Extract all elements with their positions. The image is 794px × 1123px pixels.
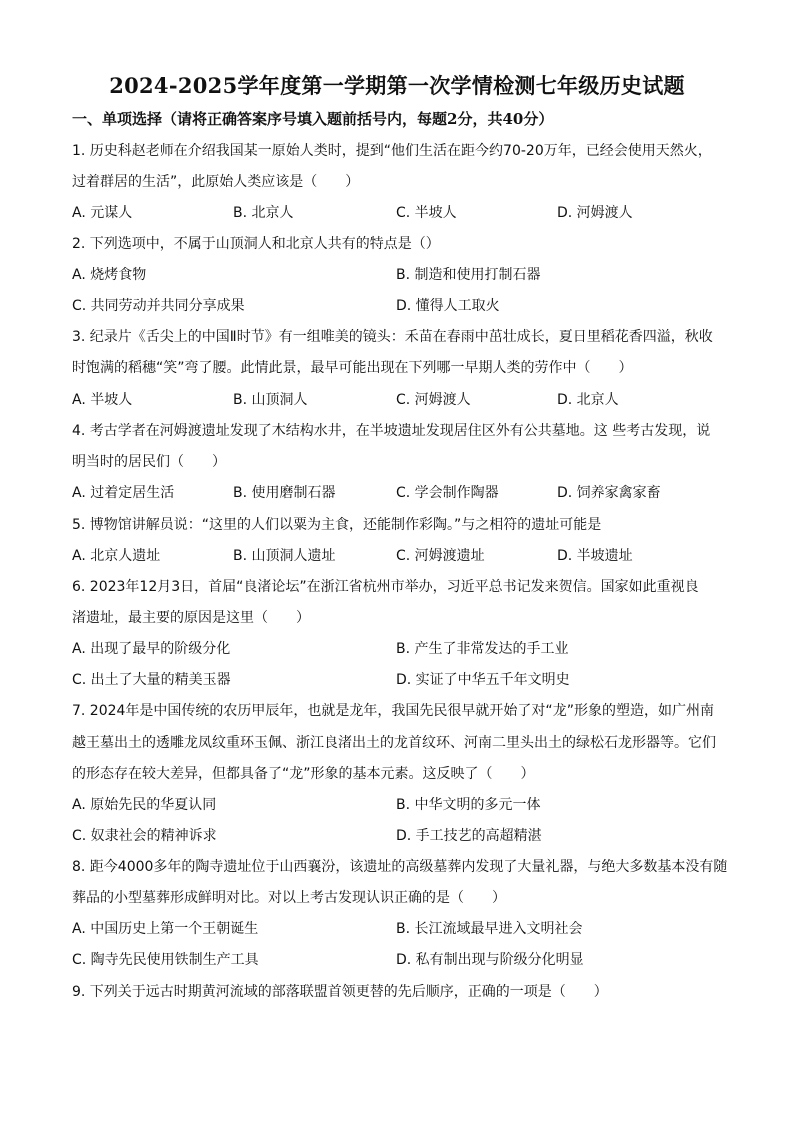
question-2-option-a: A. 烧烤食物 (72, 267, 147, 283)
question-5-stem-line-1: 5. 博物馆讲解员说：“这里的人们以粟为主食，还能制作彩陶。”与之相符的遗址可能是 (72, 517, 602, 533)
question-2-option-d: D. 懂得人工取火 (396, 298, 500, 314)
question-7-option-a: A. 原始先民的华夏认同 (72, 797, 217, 813)
question-7-option-b: B. 中华文明的多元一体 (396, 797, 541, 813)
question-4-option-d: D. 饲养家禽家畜 (557, 485, 661, 501)
question-1-option-a: A. 元谋人 (72, 205, 133, 221)
question-6-option-c: C. 出土了大量的精美玉器 (72, 672, 231, 688)
question-2-stem-line-1: 2. 下列选项中，不属于山顶洞人和北京人共有的特点是（） (72, 236, 440, 252)
question-6-option-d: D. 实证了中华五千年文明史 (396, 672, 570, 688)
question-6-option-b: B. 产生了非常发达的手工业 (396, 641, 569, 657)
question-4-option-c: C. 学会制作陶器 (396, 485, 499, 501)
question-7-stem-line-3: 的形态存在较大差异，但都具备了“龙”形象的基本元素。这反映了（ ） (72, 766, 535, 782)
question-4-option-b: B. 使用磨制石器 (233, 485, 336, 501)
question-5-option-c: C. 河姆渡遗址 (396, 548, 485, 564)
question-3-stem-line-1: 3. 纪录片《舌尖上的中国Ⅱ时节》有一组唯美的镜头：禾苗在春雨中茁壮成长，夏日里稻花香四溢，秋收 (72, 329, 713, 345)
page-title: 2024-2025学年度第一学期第一次学情检测七年级历史试题 (109, 73, 685, 98)
question-4-option-a: A. 过着定居生活 (72, 485, 175, 501)
question-8-option-b: B. 长江流域最早进入文明社会 (396, 921, 583, 937)
question-8-stem-line-1: 8. 距今4000多年的陶寺遗址位于山西襄汾，该遗址的高级墓葬内发现了大量礼器，与绝大多数基本没有随 (72, 859, 728, 875)
question-8-stem-line-2: 葬品的小型墓葬形成鲜明对比。对以上考古发现认识正确的是（ ） (72, 890, 506, 906)
question-4-stem-line-2: 明当时的居民们（ ） (72, 454, 226, 470)
question-3-option-b: B. 山顶洞人 (233, 392, 308, 408)
question-3-option-c: C. 河姆渡人 (396, 392, 471, 408)
question-3-option-d: D. 北京人 (557, 392, 619, 408)
question-3-option-a: A. 半坡人 (72, 392, 133, 408)
question-7-option-d: D. 手工技艺的高超精湛 (396, 828, 542, 844)
question-7-option-c: C. 奴隶社会的精神诉求 (72, 828, 217, 844)
question-6-option-a: A. 出现了最早的阶级分化 (72, 641, 231, 657)
question-3-stem-line-2: 时饱满的稻穗“笑”弯了腰。此情此景，最早可能出现在下列哪一早期人类的劳作中（ ） (72, 360, 633, 376)
question-1-stem-line-2: 过着群居的生活”，此原始人类应该是（ ） (72, 174, 360, 190)
question-1-option-b: B. 北京人 (233, 205, 294, 221)
question-4-stem-line-1: 4. 考古学者在河姆渡遗址发现了木结构水井，在半坡遗址发现居住区外有公共墓地。这 些考古发现，说 (72, 423, 711, 439)
section-heading: 一、单项选择（请将正确答案序号填入题前括号内，每题2分，共40分） (72, 110, 554, 128)
question-5-option-d: D. 半坡遗址 (557, 548, 633, 564)
question-6-stem-line-1: 6. 2023年12月3日，首届“良渚论坛”在浙江省杭州市举办，习近平总书记发来贺信。国家如此重视良 (72, 579, 699, 595)
question-7-stem-line-1: 7. 2024年是中国传统的农历甲辰年，也就是龙年，我国先民很早就开始了对“龙”形象的塑造，如广州南 (72, 703, 714, 719)
question-8-option-c: C. 陶寺先民使用铁制生产工具 (72, 952, 259, 968)
question-5-option-b: B. 山顶洞人遗址 (233, 548, 336, 564)
question-1-stem-line-1: 1. 历史科赵老师在介绍我国某一原始人类时，提到“他们生活在距今约70-20万年，已经会使用天然火， (72, 143, 712, 159)
question-8-option-d: D. 私有制出现与阶级分化明显 (396, 952, 584, 968)
question-6-stem-line-2: 渚遗址，最主要的原因是这里（ ） (72, 610, 310, 626)
question-1-option-c: C. 半坡人 (396, 205, 457, 221)
question-2-option-b: B. 制造和使用打制石器 (396, 267, 541, 283)
question-1-option-d: D. 河姆渡人 (557, 205, 633, 221)
question-8-option-a: A. 中国历史上第一个王朝诞生 (72, 921, 259, 937)
question-5-option-a: A. 北京人遗址 (72, 548, 161, 564)
question-7-stem-line-2: 越王墓出土的透雕龙凤纹重环玉佩、浙江良渚出土的龙首纹环、河南二里头出土的绿松石龙形器等。它们 (72, 735, 716, 751)
question-2-option-c: C. 共同劳动并共同分享成果 (72, 298, 245, 314)
question-9-stem-line-1: 9. 下列关于远古时期黄河流域的部落联盟首领更替的先后顺序，正确的一项是（ ） (72, 984, 608, 1000)
